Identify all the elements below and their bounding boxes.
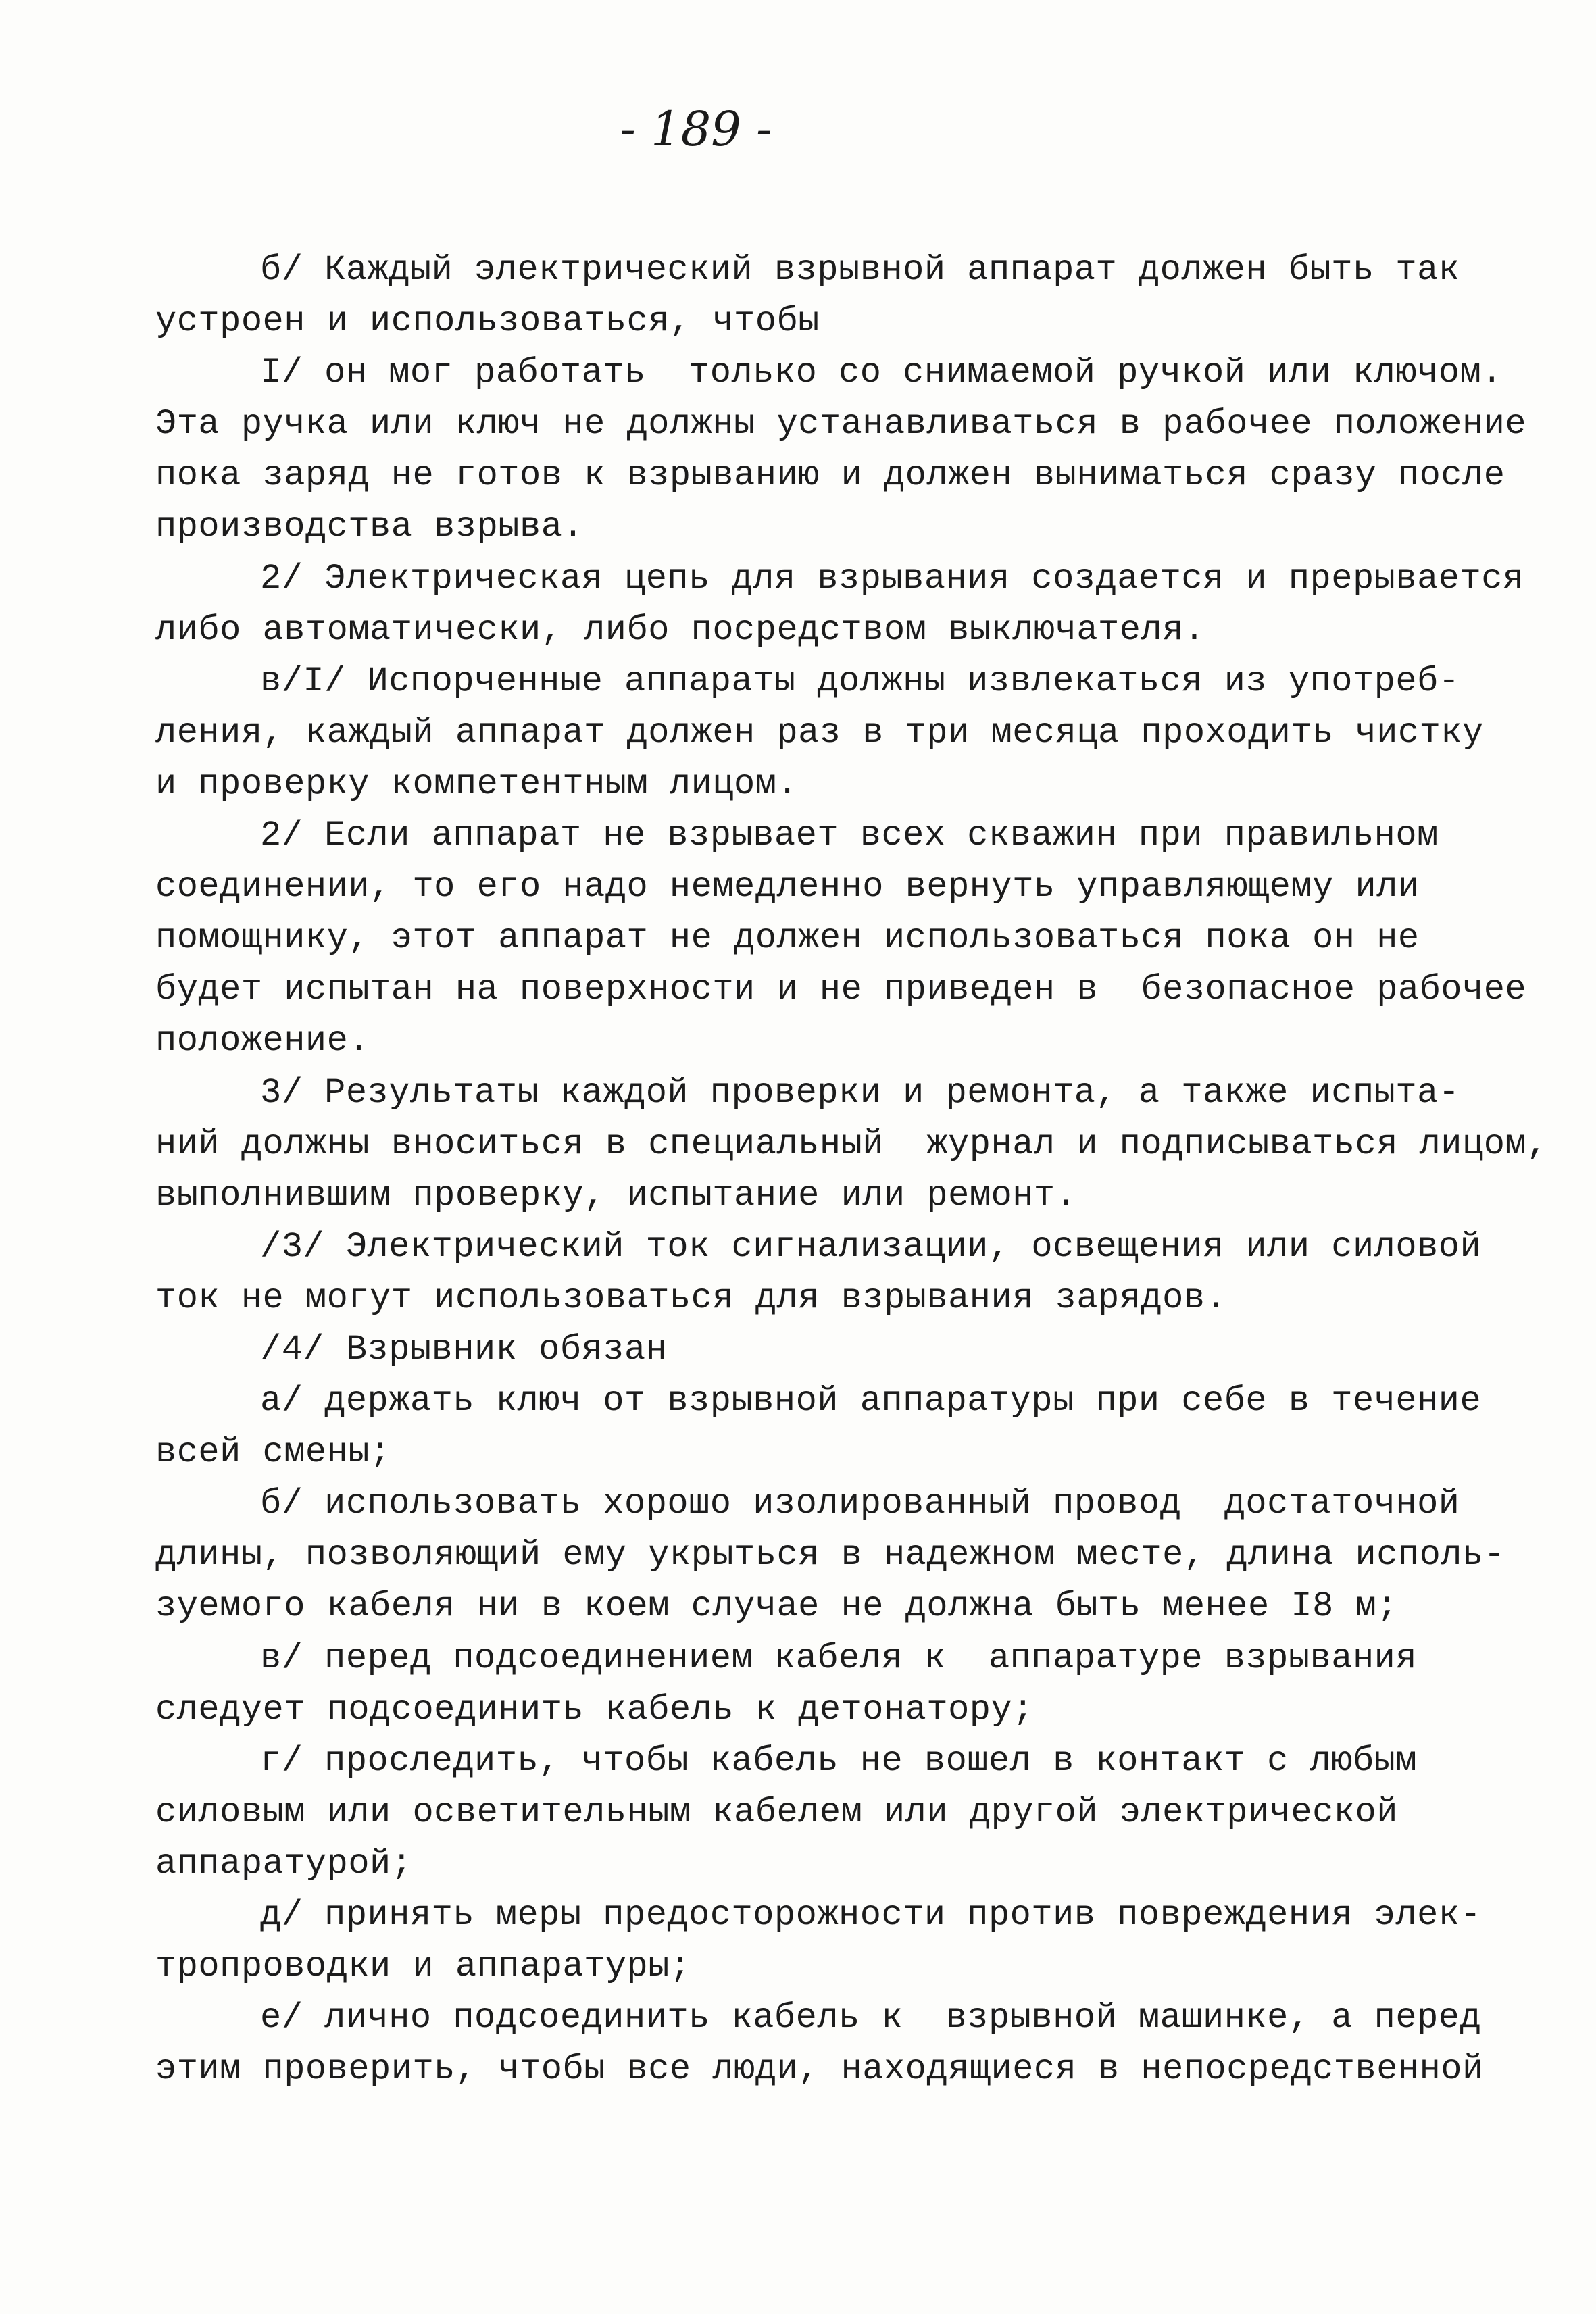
text-line: д/ принять меры предосторожности против повреждения элек- xyxy=(260,1895,1482,1935)
text-line: либо автоматически, либо посредством выключателя. xyxy=(155,609,1205,650)
text-line: и проверку компетентным лицом. xyxy=(155,763,799,804)
text-line: следует подсоединить кабель к детонатору; xyxy=(155,1689,1034,1730)
text-line: а/ держать ключ от взрывной аппаратуры при себе в течение xyxy=(260,1381,1482,1422)
text-line: г/ проследить, чтобы кабель не вошел в контакт с любым xyxy=(260,1740,1418,1781)
text-line: соединении, то его надо немедленно вернуть управляющему или xyxy=(155,867,1420,907)
text-line: ления, каждый аппарат должен раз в три месяца проходить чистку xyxy=(155,712,1484,753)
text-line: производства взрыва. xyxy=(155,507,584,547)
text-line: е/ лично подсоединить кабель к взрывной машинке, а перед xyxy=(260,1998,1482,2038)
text-line: /3/ Электрический ток сигнализации, освещения или силовой xyxy=(260,1226,1482,1267)
text-line: выполнившим проверку, испытание или ремонт. xyxy=(155,1175,1077,1215)
text-line: Эта ручка или ключ не должны устанавливаться в рабочее положение xyxy=(155,404,1527,445)
text-line: 3/ Результаты каждой проверки и ремонта, а также испыта- xyxy=(260,1072,1460,1113)
text-line: 2/ Если аппарат не взрывает всех скважин при правильном xyxy=(260,815,1439,856)
text-line: устроен и использоваться, чтобы xyxy=(155,301,820,342)
text-line: 2/ Электрическая цепь для взрывания создается и прерывается xyxy=(260,558,1524,599)
text-line: помощнику, этот аппарат не должен использоваться пока он не xyxy=(155,918,1420,959)
text-line: длины, позволяющий ему укрыться в надежном месте, длина исполь- xyxy=(155,1535,1505,1576)
text-line: ний должны вноситься в специальный журнал и подписываться лицом, xyxy=(155,1124,1548,1164)
page-number: - 189 - xyxy=(620,101,772,157)
text-line: ток не могут использоваться для взрывания зарядов. xyxy=(155,1278,1227,1318)
text-line: будет испытан на поверхности и не приведен в безопасное рабочее xyxy=(155,970,1527,1010)
text-line: положение. xyxy=(155,1021,370,1061)
text-line: тропроводки и аппаратуры; xyxy=(155,1946,691,1987)
text-line: этим проверить, чтобы все люди, находящиеся в непосредственной xyxy=(155,2049,1484,2090)
text-line: силовым или осветительным кабелем или другой электрической xyxy=(155,1792,1398,1832)
text-line: всей смены; xyxy=(155,1432,391,1473)
text-line: аппаратурой; xyxy=(155,1843,413,1884)
text-line: в/I/ Испорченные аппараты должны извлекаться из употреб- xyxy=(260,661,1460,701)
document-body xyxy=(155,245,1548,2095)
text-line: пока заряд не готов к взрыванию и должен выниматься сразу после xyxy=(155,455,1505,496)
text-line: б/ использовать хорошо изолированный провод достаточной xyxy=(260,1484,1460,1524)
text-line: б/ Каждый электрический взрывной аппарат должен быть так xyxy=(260,250,1460,290)
text-line: /4/ Взрывник обязан xyxy=(260,1329,668,1369)
text-line: в/ перед подсоединением кабеля к аппаратуре взрывания xyxy=(260,1638,1418,1678)
text-line: I/ он мог работать только со снимаемой ручкой или ключом. xyxy=(260,353,1503,393)
text-line: зуемого кабеля ни в коем случае не должна быть менее I8 м; xyxy=(155,1586,1398,1627)
